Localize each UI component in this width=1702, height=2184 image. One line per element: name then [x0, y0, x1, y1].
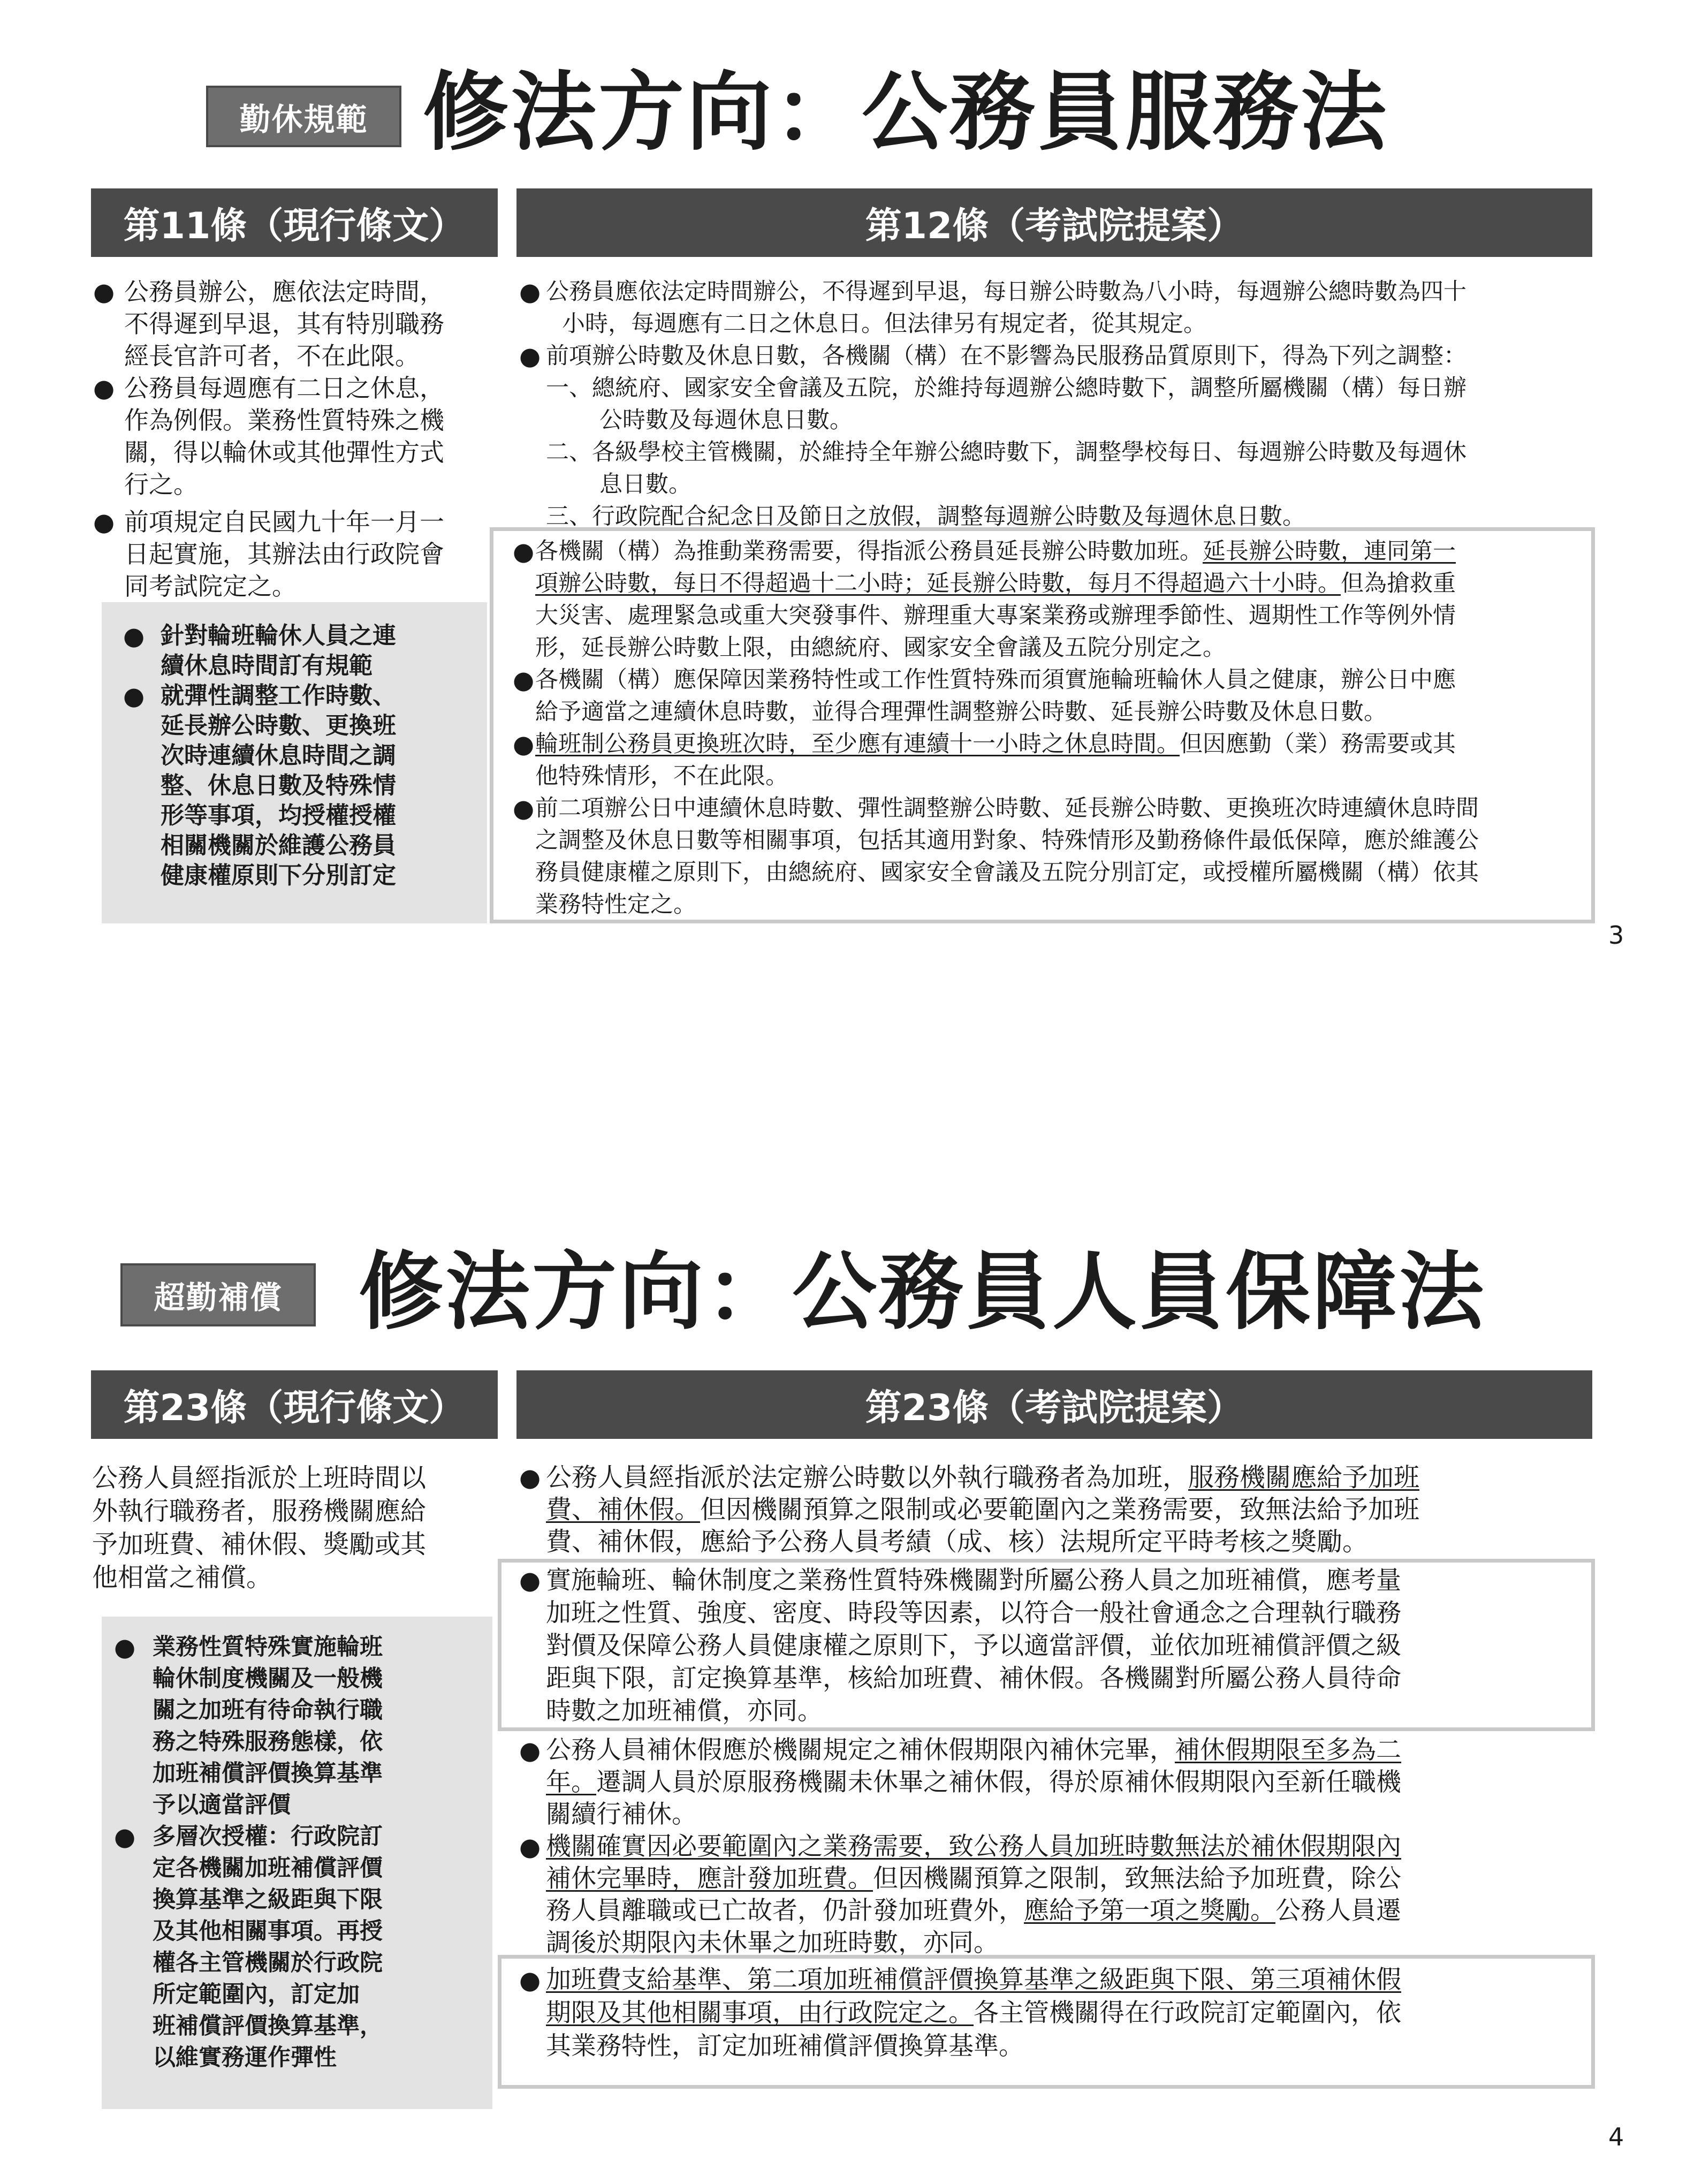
current-article-text: 公務人員經指派於上班時間以 外執行職務者，服務機關應給 予加班費、補休假、獎勵或其 他相當之補償。: [92, 1463, 427, 1592]
section-tag: 超勤補償: [120, 1263, 316, 1326]
list-item: ● 公務員每週應有二日之休息，: [93, 374, 444, 403]
list-item: ● 就彈性調整工作時數、: [123, 681, 396, 710]
current-article-text: ● 公務員辦公，應依法定時間， 不得遲到早退，其有特別職務 經長官許可者，不在此限。 ● 公務員每週應有二日之休息， 作為例假。業務性質特殊之機 關，得以輪休或其他彈性方式 行之。 ● 前項規定自民國九十年一月一 日起實施，其辦法由行政院會 同考試院定之。: [124, 276, 444, 602]
list-item: ● 業務性質特殊實施輪班: [114, 1633, 383, 1662]
proposal-paragraph-3: ● 公務人員補休假應於機關規定之補休假期限內補休完畢，補休假期限至多為二 年。遷調人員於原服務機關未休畢之補休假，得於原補休假期限內至新任職機 關續行補休。 ● 機關確實因必要範圍內之業務需要，致公務人員加班時數無法於補休假期限內 補休完畢時，應計發加班費。但因機關預算之限制，致無法給予加班費，除公 務人員離職或已亡故者，仍計發加班費外，應給予第一項之獎勵。公務人員遷 調後於期限內未休畢之加班時數，亦同。: [546, 1734, 1590, 1958]
list-item: ● 前二項辦公日中連續休息時數、彈性調整辦公時數、延長辦公時數、更換班次時連續休息時間: [513, 794, 1479, 823]
list-item: ● 公務員應依法定時間辦公，不得遲到早退，每日辦公時數為八小時，每週辦公總時數為四十: [519, 277, 1467, 306]
list-item: ● 針對輪班輪休人員之連: [123, 621, 396, 650]
page-title: 修法方向：公務員人員保障法: [359, 1243, 1486, 1341]
list-item: ● 前項規定自民國九十年一月一: [93, 507, 444, 536]
left-column-header: 第23條（現行條文）: [91, 1370, 498, 1439]
list-item: ● 各機關（構）應保障因業務特性或工作性質特殊而須實施輪班輪休人員之健康，辦公日中應: [513, 665, 1456, 694]
page-number: 3: [1608, 921, 1624, 950]
section-tag: 勤休規範: [206, 86, 401, 147]
summary-box-text: ● 針對輪班輪休人員之連 續休息時間訂有規範 ● 就彈性調整工作時數、 延長辦公時數、更換班 次時連續休息時間之調 整、休息日數及特殊情 形等事項，均授權授權 相關機關於維護公務員 健康權原則下分別訂定: [123, 621, 396, 889]
list-item: ● 公務員辦公，應依法定時間，: [93, 277, 444, 306]
right-column-header: 第12條（考試院提案）: [516, 188, 1592, 257]
list-item: ● 多層次授權：行政院訂: [114, 1822, 383, 1851]
list-item: ● 公務人員補休假應於機關規定之補休假期限內補休完畢，補休假期限至多為二: [519, 1735, 1401, 1765]
left-column-header: 第11條（現行條文）: [91, 188, 498, 257]
page-title: 修法方向：公務員服務法: [423, 62, 1389, 162]
list-item: ● 輪班制公務員更換班次時，至少應有連續十一小時之休息時間。但因應勤（業）務需要或其: [513, 730, 1456, 759]
summary-box-text: ● 業務性質特殊實施輪班 輪休制度機關及一般機 關之加班有待命執行職 務之特殊服務態樣，依 加班補償評價換算基準 予以適當評價 ● 多層次授權：行政院訂 定各機關加班補償評價 換算基準之級距與下限 及其他相關事項。再授 權各主管機關於行政院 所定範圍內，訂定加 班補償評價換算基準， 以維實務運作彈性: [114, 1633, 383, 2071]
list-item: ● 公務人員經指派於法定辦公時數以外執行職務者為加班，服務機關應給予加班: [519, 1462, 1420, 1492]
right-column-header: 第23條（考試院提案）: [516, 1370, 1592, 1439]
list-item: ● 機關確實因必要範圍內之業務需要，致公務人員加班時數無法於補休假期限內: [519, 1832, 1401, 1861]
list-item: ● 加班費支給基準、第二項加班補償評價換算基準之級距與下限、第三項補休假: [519, 1965, 1401, 1995]
proposal-article-text: ● 公務員應依法定時間辦公，不得遲到早退，每日辦公時數為八小時，每週辦公總時數為四十 小時，每週應有二日之休息日。但法律另有規定者，從其規定。 ● 前項辦公時數及休息日數，各機關（構）在不影響為民服務品質原則下，得為下列之調整： 一、總統府、國家安全會議及五院，於維持每週辦公總時數下，調整所屬機關（構）每日辦 公時數及每週休息日數。 二、各級學校主管機關，於維持全年辦公總時數下，調整學校每日、每週辦公時數及每週休 息日數。 三、行政院配合紀念日及節日之放假，調整每週辦公時數及每週休息日數。: [546, 276, 1467, 533]
list-item: ● 各機關（構）為推動業務需要，得指派公務員延長辦公時數加班。延長辦公時數，連同第一: [513, 537, 1456, 566]
highlight-frame-text: ● 各機關（構）為推動業務需要，得指派公務員延長辦公時數加班。延長辦公時數，連同第一 項辦公時數，每日不得超過十二小時；延長辦公時數，每月不得超過六十小時。但為搶救重 大災害、處理緊急或重大突發事件、辦理重大專案業務或辦理季節性、週期性工作等例外情 形，延長辦公時數上限，由總統府、國家安全會議及五院分別定之。 ● 各機關（構）應保障因業務特性或工作性質特殊而須實施輪班輪休人員之健康，辦公日中應 給予適當之連續休息時數，並得合理彈性調整辦公時數、延長辦公時數及休息日數。 ● 輪班制公務員更換班次時，至少應有連續十一小時之休息時間。但因應勤（業）務需要或其 他特殊情形，不在此限。 ● 前二項辦公日中連續休息時數、彈性調整辦公時數、延長辦公時數、更換班次時連續休息時間 之調整及休息日數等相關事項，包括其適用對象、特殊情形及勤務條件最低保障，應於維護公 務員健康權之原則下，由總統府、國家安全會議及五院分別訂定，或授權所屬機關（構）依其 業務特性定之。: [535, 535, 1479, 921]
proposal-paragraph-4: ● 加班費支給基準、第二項加班補償評價換算基準之級距與下限、第三項補休假 期限及其他相關事項，由行政院定之。各主管機關得在行政院訂定範圍內，依 其業務特性，訂定加班補償評價換算基準。: [546, 1963, 1401, 2063]
page-number: 4: [1608, 2122, 1624, 2151]
list-item: ● 前項辦公時數及休息日數，各機關（構）在不影響為民服務品質原則下，得為下列之調整：: [519, 342, 1467, 370]
proposal-paragraph-2: ● 實施輪班、輪休制度之業務性質特殊機關對所屬公務人員之加班補償，應考量 加班之性質、強度、密度、時段等因素，以符合一般社會通念之合理執行職務 對價及保障公務人員健康權之原則下，予以適當評價，並依加班補償評價之級 距與下限，訂定換算基準，核給加班費、補休假。各機關對所屬公務人員待命 時數之加班補償，亦同。: [546, 1564, 1590, 1725]
list-item: ● 實施輪班、輪休制度之業務性質特殊機關對所屬公務人員之加班補償，應考量: [519, 1566, 1401, 1595]
proposal-paragraph-1: ● 公務人員經指派於法定辦公時數以外執行職務者為加班，服務機關應給予加班 費、補休假。但因機關預算之限制或必要範圍內之業務需要，致無法給予加班 費、補休假，應給予公務人員考績（成、核）法規所定平時考核之獎勵。: [519, 1461, 1590, 1559]
